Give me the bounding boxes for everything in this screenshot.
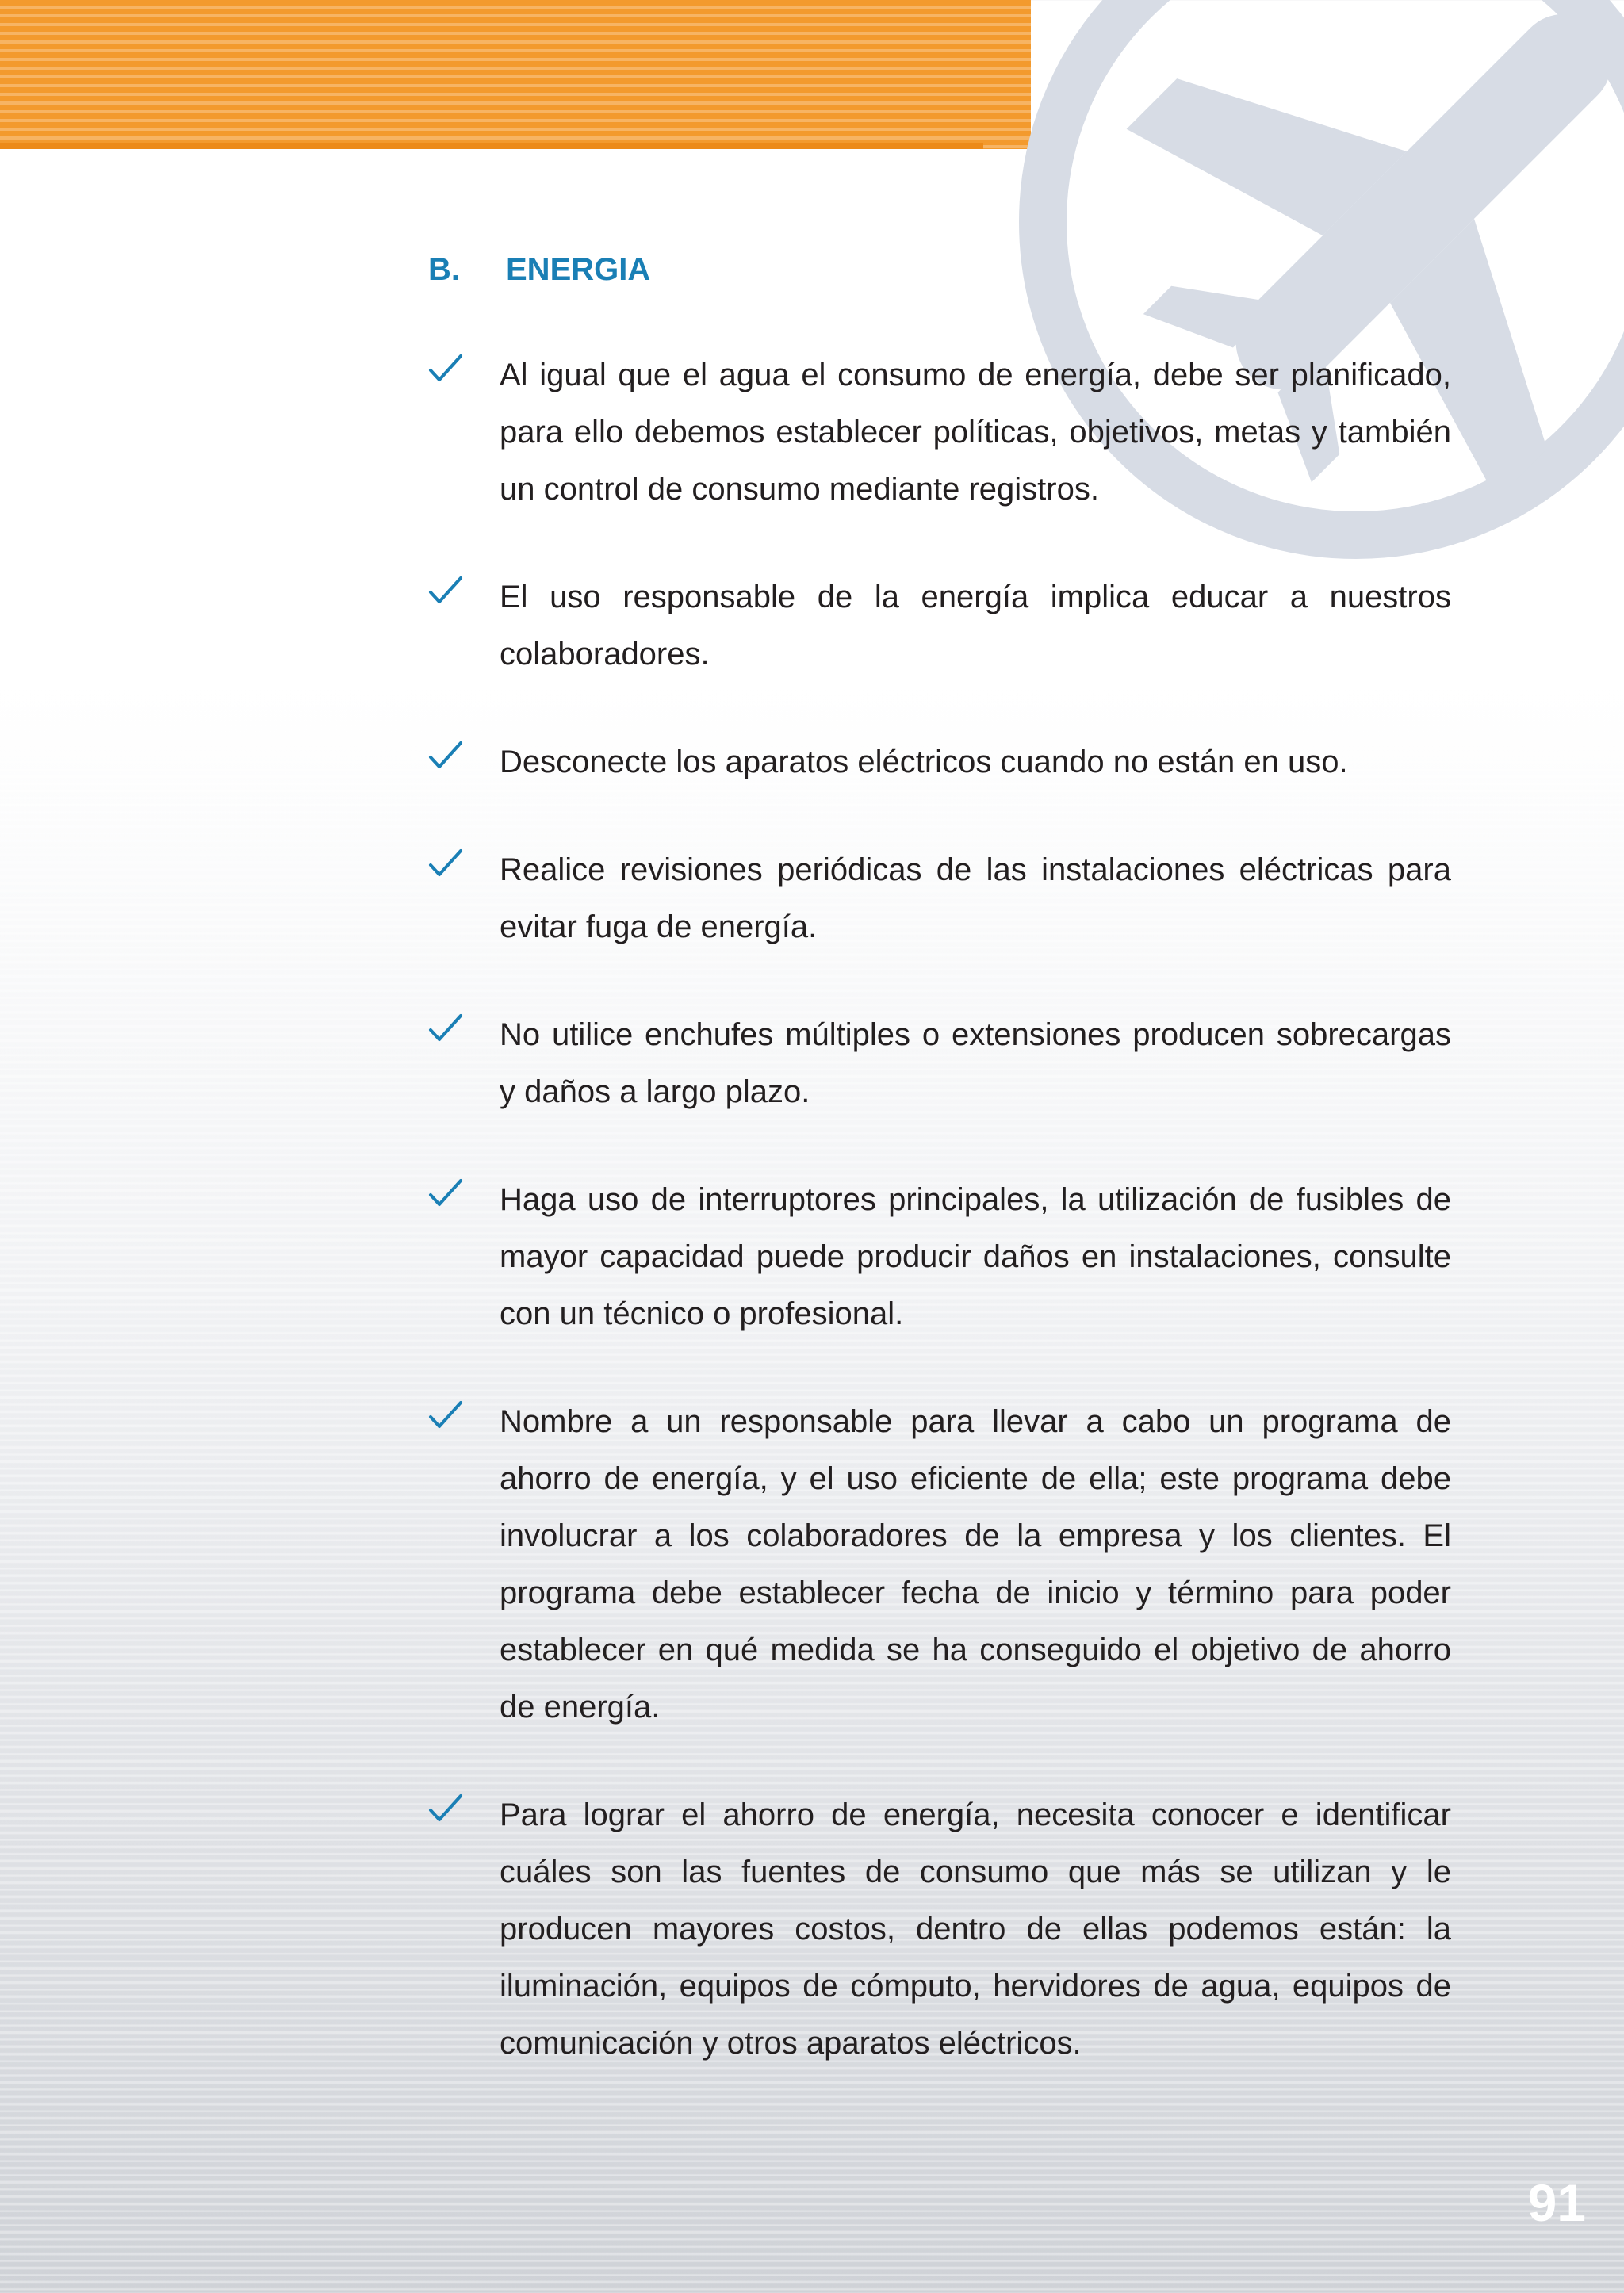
- section-letter: B.: [428, 252, 460, 287]
- list-item-text: Realice revisiones periódicas de las instalaciones eléctricas para evitar fuga de energía.: [500, 852, 1451, 944]
- list-item-text: Desconecte los aparatos eléctricos cuando no están en uso.: [500, 745, 1348, 779]
- checkmark-icon: [428, 1399, 463, 1431]
- list-item: [428, 1006, 1451, 1120]
- list-item-text: Al igual que el agua el consumo de energía, debe ser planificado, para ello debemos establecer políticas, objetivos, metas y también un control de consumo mediante registros.: [500, 358, 1451, 507]
- top-orange-band: [0, 0, 1031, 149]
- list-item-text: No utilice enchufes múltiples o extensiones producen sobrecargas y daños a largo plazo.: [500, 1017, 1451, 1109]
- page-number: 91: [1527, 2173, 1586, 2232]
- checkmark-icon: [428, 740, 463, 771]
- list-item: [428, 1786, 1451, 2072]
- list-item-text: Para lograr el ahorro de energía, necesita conocer e identificar cuáles son las fuentes de consumo que más se utilizan y le producen mayores costos, dentro de ellas podemos están: la iluminación, equipos de cómputo, hervidores de agua, equipos de comunicación y otros aparatos eléctricos.: [500, 1797, 1451, 2061]
- list-item-text: Haga uso de interruptores principales, la utilización de fusibles de mayor capacidad puede producir daños en instalaciones, consulte con un técnico o profesional.: [500, 1182, 1451, 1331]
- top-orange-band-edge: [0, 143, 983, 149]
- checkmark-icon: [428, 1793, 463, 1824]
- section-heading: [428, 252, 1451, 288]
- checkmark-icon: [428, 1177, 463, 1209]
- list-item: [428, 841, 1451, 955]
- main-content: [428, 252, 1451, 2123]
- list-item: [428, 733, 1451, 790]
- bullet-list: [428, 346, 1451, 2072]
- section-title: ENERGIA: [506, 252, 651, 287]
- list-item: [428, 346, 1451, 518]
- list-item-text: Nombre a un responsable para llevar a cabo un programa de ahorro de energía, y el uso eficiente de ella; este programa debe involucrar a los colaboradores de la empresa y los clientes. El programa debe establecer fecha de inicio y término para poder establecer en qué medida se ha conseguido el objetivo de ahorro de energía.: [500, 1404, 1451, 1725]
- list-item: [428, 1171, 1451, 1342]
- checkmark-icon: [428, 848, 463, 879]
- list-item-text: El uso responsable de la energía implica educar a nuestros colaboradores.: [500, 580, 1451, 672]
- checkmark-icon: [428, 353, 463, 385]
- checkmark-icon: [428, 575, 463, 607]
- list-item: [428, 568, 1451, 683]
- checkmark-icon: [428, 1013, 463, 1044]
- list-item: [428, 1393, 1451, 1736]
